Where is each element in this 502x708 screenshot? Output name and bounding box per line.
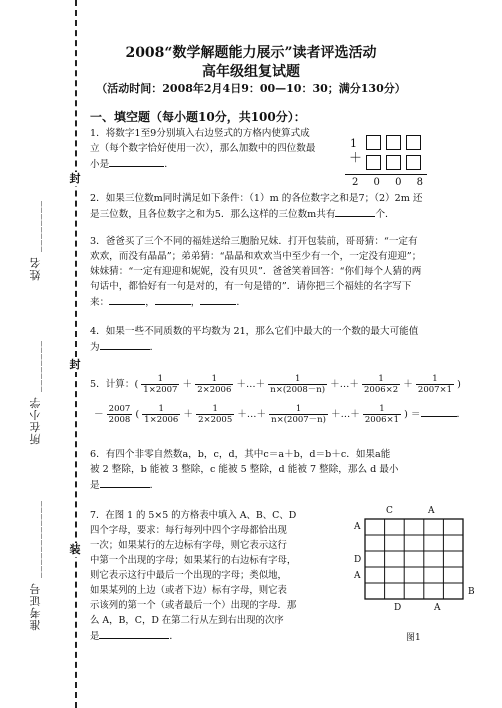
answer-blank[interactable] (155, 294, 191, 305)
answer-blank[interactable] (109, 294, 145, 305)
seal-char: 封 (69, 358, 81, 371)
answer-blank[interactable] (200, 294, 236, 305)
page-subtitle: 高年级组复试题 (202, 64, 300, 80)
question-6: 6．有四个非零自然数a，b，c，d，其中c＝a＋b，d＝b＋c．如果a能 被 2 整除，b 能被 3 整除，c 能被 5 整除，d 能被 7 整除，那么 d 最小 是 ． (90, 449, 399, 491)
fraction: $\frac{1}{1\times 2007}$ (143, 374, 178, 395)
question-4: 4．如果一些不同质数的平均数为 21，那么它们中最大的一个数的最大可能值 为 ． (90, 326, 419, 353)
grid-label-left: A (354, 571, 361, 581)
digit-box[interactable] (406, 155, 421, 170)
seal-char: 装 (69, 543, 81, 556)
digit-box[interactable] (406, 135, 421, 150)
digit-box[interactable] (366, 135, 381, 150)
fraction: $\frac{1}{n\times(2008-n)}$ (270, 374, 326, 395)
grid-label-left: A (354, 522, 361, 532)
digit-box[interactable] (386, 135, 401, 150)
exam-info: （活动时间：2008年2月4日9：00—10：30；满分130分） (96, 82, 406, 95)
fraction: $\frac{2007}{2008}$ (108, 404, 131, 425)
sum-line (345, 174, 427, 175)
figure-caption: 图1 (406, 633, 421, 643)
grid-label-top: C (386, 506, 393, 516)
exam-page: 姓名 ________ 所在小学 ________ 准考证号 ____________ 封 封 装 2008“数学解题能力展示”读者评选活动 高年级组复试题 （活动时间：2008年2月4日9：00—10：30；满分130分） 一、填空题（每小题10分，共100分）： 1．将数字1至9分别填入右边竖式的方格内使算式成 立（每个数字恰好使用一次），那么加数中的四位数最 小是 ． 1 ＋ 2 0 0 8 2．如果三位数m同时满足如下条件：（1）m 的各位数字之和是7；（2）2m 还 是三位数，且各位数字之和为5．那么这样的三位数m共有 个． 3．爸爸买了三个不同的福娃送给三胞胎兄妹．打开包装前，哥哥猜：“一定有 欢欢，而没有晶晶”；弟弟猜：“晶晶和欢欢当中至少有一个，一定没有迎迎”； 妹妹猜：“一定有迎迎和妮妮，没有贝贝”．爸爸笑着回答：“你们每个人猜的两 句话中，都恰好有一句是对的，有一句是错的”．请你把三个福娃的名字写下 来： ， ， ． 4．如果一些不同质数的平均数为 21，那么它们中最大的一个数的最大可能值 为 ． 5．计算：( $\frac{1}{1\times 2007}$ ＋ $\frac{1}{2\times 2006}$ ＋…＋ $\frac{1}{n\times(2008-n)}$ ＋…＋ $\frac{1}{2006\times 2}$ ＋ $\frac{1}{2007\times 1}$ ) － $\frac{2007}{2008}$ ( $\frac{1}{1\times 2006}$ ＋ $\frac{1}{2\times 2005}$ ＋…＋ $\frac{1}{n\times(2007-n)}$ ＋…＋ $\frac{1}{2006\times 1}$ ) ＝ ． 6．有四个非零自然数a，b，c，d，其中c＝a＋b，d＝b＋c．如果a能 被 2 整除，b 能被 3 整除，c 能被 5 整除，d 能被 7 整除，那么 d 最小 是 ． 7．在图 1 的 5×5 的方格表中填入 A、B、C、D 四个字母，要求：每行每列中四个字母都恰出现 一次；如果某行的左边标有字母，则它表示这行 中第一个出现的字母；如果某行的右边标有字母， 则它表示这行中最后一个出现的字母；类似地， 如果某列的上边（或者下边）标有字母，则它表 示该列的第一个（或者最后一个）出现的字母．那 么 A，B，C，D 在第二行从左到右出现的次序 是 ． C A A D A B D A 图1 (0, 0, 502, 708)
grid-label-bottom: D (394, 603, 402, 613)
name-field-label: 姓名 ________ (29, 200, 42, 281)
fraction: $\frac{1}{2\times 2005}$ (198, 404, 233, 425)
cut-line (75, 0, 77, 708)
question-7: 7．在图 1 的 5×5 的方格表中填入 A、B、C、D 四个字母，要求：每行每列中四个字母都恰出现 一次；如果某行的左边标有字母，则它表示这行 中第一个出现的字母；如果某行的右边标有字母， 则它表示这行中最后一个出现的字母；类似地， 如果某列的上边（或者下边）标有字母，则它表 示该列的第一个（或者最后一个）出现的字母．那 么 A，B，C，D 在第二行从左到右出现的次序 是 ． (90, 510, 297, 642)
exam-number-field-label: 准考证号 ____________ (29, 500, 42, 631)
question-3: 3．爸爸买了三个不同的福娃送给三胞胎兄妹．打开包装前，哥哥猜：“一定有 欢欢，而没有晶晶”；弟弟猜：“晶晶和欢欢当中至少有一个，一定没有迎迎”； 妹妹猜：“一定有迎迎和妮妮，没有贝贝”．爸爸笑着回答：“你们每个人猜的两 句话中，都恰好有一句是对的，有一句是错的”．请你把三个福娃的名字写下 来： ， ， ． (90, 236, 422, 308)
question-5-line1: 5．计算：( $\frac{1}{1\times 2007}$ ＋ $\frac{1}{2\times 2006}$ ＋…＋ $\frac{1}{n\times(2008-n)}$ ＋…＋ $\frac{1}{2006\times 2}$ ＋ $\frac{1}{2007\times 1}$ ) (90, 374, 461, 395)
answer-blank[interactable] (99, 628, 169, 639)
grid-label-bottom: A (434, 603, 441, 613)
answer-blank[interactable] (109, 156, 164, 167)
fraction: $\frac{1}{2006\times 1}$ (364, 404, 400, 425)
school-field-label: 所在小学 ________ (29, 340, 42, 445)
question-2: 2．如果三位数m同时满足如下条件：（1）m 的各位数字之和是7；（2）2m 还 是三位数，且各位数字之和为5．那么这样的三位数m共有 个． (90, 193, 423, 220)
letter-grid (364, 518, 464, 600)
seal-char: 封 (69, 172, 81, 185)
section-heading: 一、填空题（每小题10分，共100分）： (90, 110, 306, 124)
answer-blank[interactable] (100, 477, 150, 488)
plus-sign: ＋ (349, 151, 363, 166)
fraction: $\frac{1}{2007\times 1}$ (417, 374, 453, 395)
page-title: 2008“数学解题能力展示”读者评选活动 (125, 45, 377, 61)
fraction: $\frac{1}{n\times(2007-n)}$ (271, 404, 326, 425)
grid-label-top: A (428, 506, 435, 516)
fraction: $\frac{1}{2\times 2006}$ (197, 374, 232, 395)
grid-label-left: D (354, 555, 362, 565)
answer-blank[interactable] (421, 406, 457, 417)
fraction: $\frac{1}{2006\times 2}$ (364, 374, 399, 395)
fraction: $\frac{1}{1\times 2006}$ (144, 404, 179, 425)
question-1: 1．将数字1至9分别填入右边竖式的方格内使算式成 立（每个数字恰好使用一次），那么加数中的四位数最 小是 ． (90, 128, 316, 170)
question-5-line2: － $\frac{2007}{2008}$ ( $\frac{1}{1\times 2006}$ ＋ $\frac{1}{2\times 2005}$ ＋…＋ $\frac{1}{n\times(2007-n)}$ ＋…＋ $\frac{1}{2006\times 1}$ ) ＝ ． (94, 404, 467, 425)
answer-blank[interactable] (335, 206, 375, 217)
grid-label-right: B (468, 587, 475, 597)
answer-blank[interactable] (100, 339, 150, 350)
sum-result: 2 0 0 8 (352, 177, 429, 188)
digit-box[interactable] (366, 155, 381, 170)
digit-box[interactable] (386, 155, 401, 170)
